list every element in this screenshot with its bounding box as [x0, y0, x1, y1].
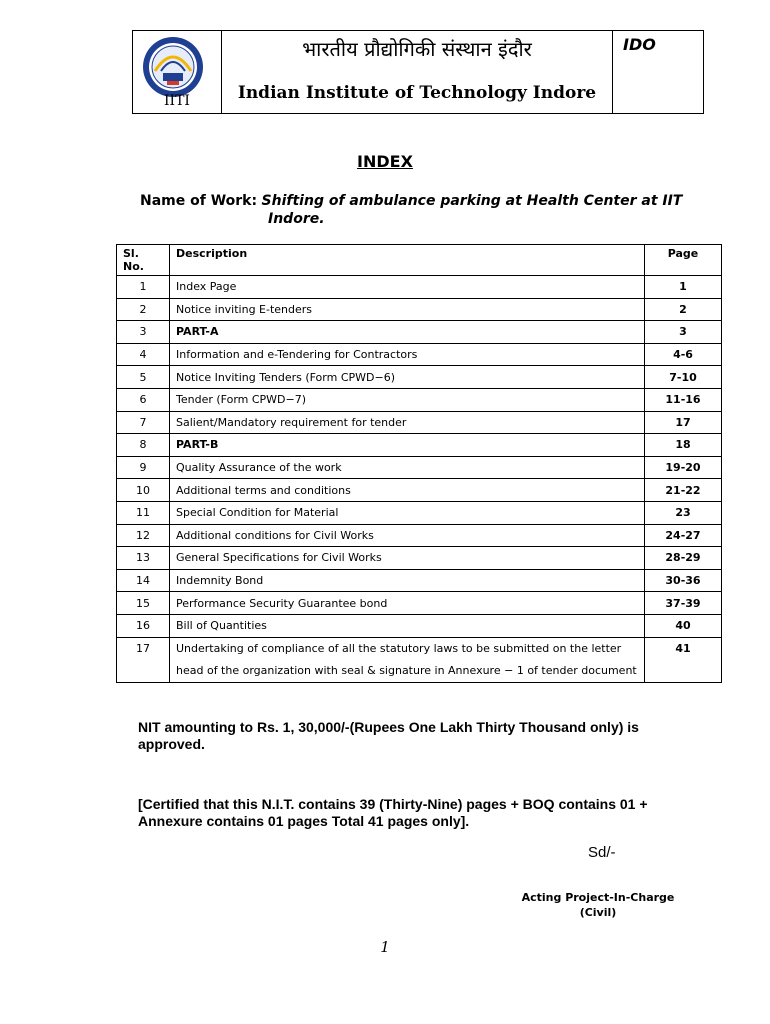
row-page: 41	[645, 637, 722, 682]
row-description: Tender (Form CPWD−7)	[170, 388, 645, 411]
row-page: 7-10	[645, 366, 722, 389]
row-page: 23	[645, 501, 722, 524]
signatory-title: Acting Project-In-Charge	[521, 891, 675, 904]
table-row	[117, 524, 722, 547]
hindi-title: भारतीय प्रौद्योगिकी संस्थान इंदौर	[302, 37, 532, 61]
row-sl: 15	[117, 592, 170, 615]
table-row	[117, 637, 722, 682]
page-number: 1	[380, 938, 390, 956]
title-cell	[222, 31, 613, 113]
row-page: 21-22	[645, 479, 722, 502]
work-label: Name of Work:	[140, 193, 258, 209]
row-description: Special Condition for Material	[170, 501, 645, 524]
row-page: 30-36	[645, 569, 722, 592]
row-sl: 14	[117, 569, 170, 592]
row-sl: 2	[117, 298, 170, 321]
row-description: Salient/Mandatory requirement for tender	[170, 411, 645, 434]
work-value-line1: Shifting of ambulance parking at Health Center at IIT	[261, 193, 683, 209]
row-page: 40	[645, 614, 722, 637]
row-description: Notice Inviting Tenders (Form CPWD−6)	[170, 366, 645, 389]
sl-header-line2: No.	[123, 260, 144, 273]
row-sl: 3	[117, 321, 170, 344]
row-description: PART-A	[170, 321, 645, 344]
row-sl: 10	[117, 479, 170, 502]
row-description: Indemnity Bond	[170, 569, 645, 592]
table-row	[117, 569, 722, 592]
certification-text: [Certified that this N.I.T. contains 39 (Thirty-Nine) pages + BOQ contains 01 + Annexure contains 01 pages Total 41 pages only].	[138, 796, 648, 829]
row-description: Additional conditions for Civil Works	[170, 524, 645, 547]
row-page: 18	[645, 434, 722, 457]
code-cell	[613, 31, 703, 113]
row-description: Bill of Quantities	[170, 614, 645, 637]
table-header-row	[117, 245, 722, 276]
description-header: Description	[170, 245, 645, 276]
row-page: 4-6	[645, 343, 722, 366]
signatory-dept: (Civil)	[579, 906, 617, 919]
row-description: Quality Assurance of the work	[170, 456, 645, 479]
row-description: Notice inviting E-tenders	[170, 298, 645, 321]
sl-header-line1: Sl.	[123, 247, 139, 260]
index-heading: INDEX	[357, 152, 413, 171]
page-header: Page	[645, 245, 722, 276]
row-description: Additional terms and conditions	[170, 479, 645, 502]
table-row	[117, 456, 722, 479]
table-row	[117, 388, 722, 411]
row-page: 28-29	[645, 547, 722, 570]
table-row	[117, 321, 722, 344]
document-code: IDO	[623, 35, 656, 54]
table-row	[117, 276, 722, 299]
table-row	[117, 343, 722, 366]
row-sl: 1	[117, 276, 170, 299]
table-row	[117, 547, 722, 570]
row-page: 19-20	[645, 456, 722, 479]
row-description: PART-B	[170, 434, 645, 457]
table-row	[117, 592, 722, 615]
sl-header	[117, 245, 170, 276]
row-sl: 5	[117, 366, 170, 389]
signed-mark: Sd/-	[588, 844, 616, 861]
table-row	[117, 614, 722, 637]
table-row	[117, 298, 722, 321]
work-value-line2: Indore.	[268, 211, 325, 227]
logo-text: IITI	[164, 93, 190, 109]
row-sl: 11	[117, 501, 170, 524]
row-sl: 9	[117, 456, 170, 479]
row-page: 37-39	[645, 592, 722, 615]
row-page: 24-27	[645, 524, 722, 547]
row-sl: 8	[117, 434, 170, 457]
row-sl: 13	[117, 547, 170, 570]
row-description: Index Page	[170, 276, 645, 299]
row-page: 1	[645, 276, 722, 299]
row-description: Performance Security Guarantee bond	[170, 592, 645, 615]
institute-title: Indian Institute of Technology Indore	[237, 83, 597, 103]
row-sl: 6	[117, 388, 170, 411]
signatory	[500, 890, 696, 920]
row-description: General Specifications for Civil Works	[170, 547, 645, 570]
row-sl: 7	[117, 411, 170, 434]
row-page: 3	[645, 321, 722, 344]
index-table	[116, 244, 722, 683]
table-row	[117, 366, 722, 389]
row-page: 11-16	[645, 388, 722, 411]
row-description: Undertaking of compliance of all the statutory laws to be submitted on the letter head of the organization with seal & signature in Annexure − 1 of tender document	[170, 637, 645, 682]
row-sl: 17	[117, 637, 170, 682]
logo-cell	[133, 31, 222, 113]
letterhead	[132, 30, 704, 114]
nit-approval-text: NIT amounting to Rs. 1, 30,000/-(Rupees One Lakh Thirty Thousand only) is approved.	[138, 719, 639, 752]
table-row	[117, 501, 722, 524]
table-row	[117, 479, 722, 502]
row-page: 17	[645, 411, 722, 434]
row-page: 2	[645, 298, 722, 321]
row-sl: 12	[117, 524, 170, 547]
table-row	[117, 411, 722, 434]
iiti-logo	[141, 35, 205, 99]
row-sl: 4	[117, 343, 170, 366]
row-description: Information and e-Tendering for Contractors	[170, 343, 645, 366]
name-of-work	[140, 192, 700, 228]
table-row	[117, 434, 722, 457]
row-sl: 16	[117, 614, 170, 637]
